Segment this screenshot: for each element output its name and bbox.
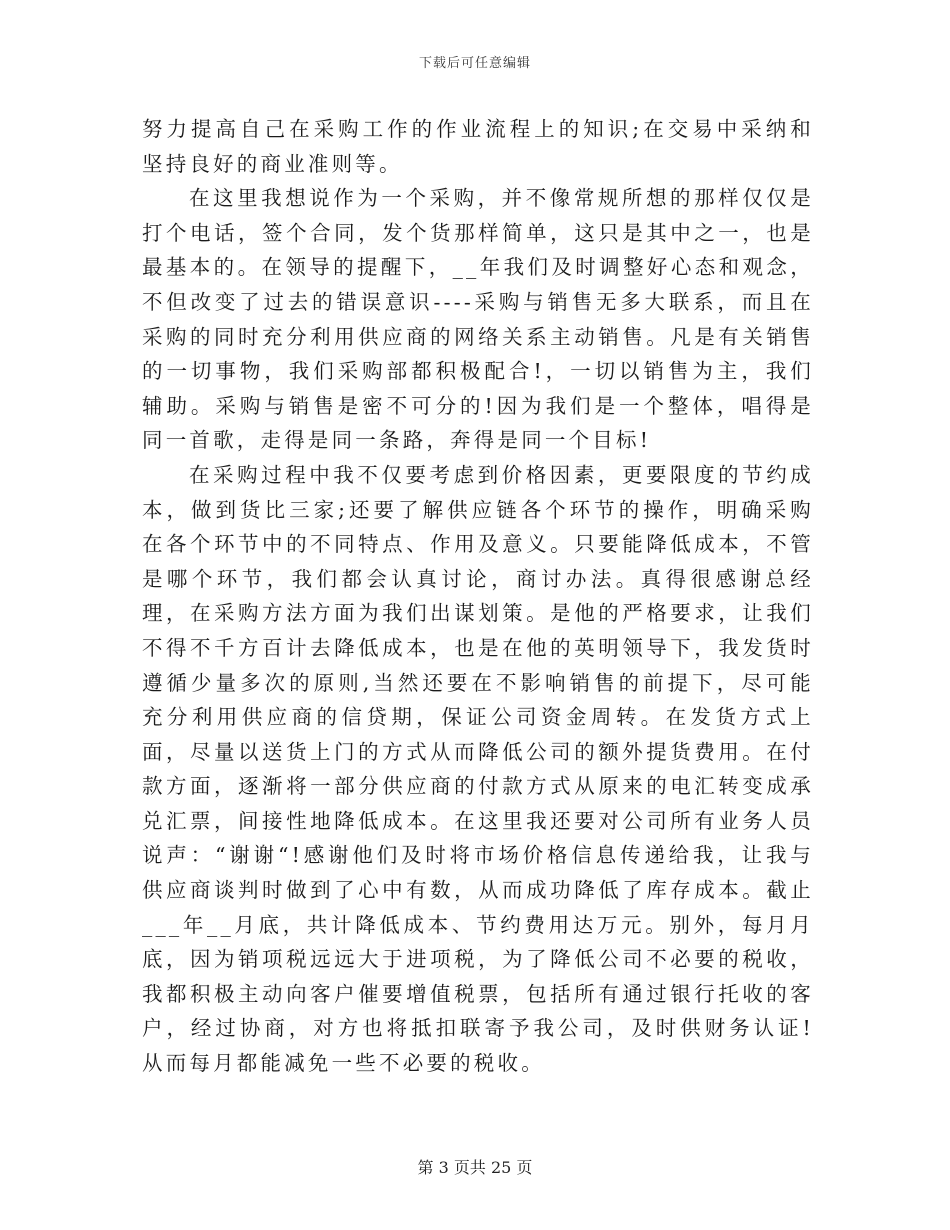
paragraph-1: 努力提高自己在采购工作的作业流程上的知识;在交易中采纳和坚持良好的商业准则等。 bbox=[142, 117, 814, 176]
paragraph-3: 在采购过程中我不仅要考虑到价格因素，更要限度的节约成本，做到货比三家;还要了解供应链各个环节的操作，明确采购在各个环节中的不同特点、作用及意义。只要能降低成本，不管是哪个环节，我们都会认真讨论，商讨办法。真得很感谢总经理，在采购方法方面为我们出谋划策。是他的严格要求，让我们不得不千方百计去降低成本，也是在他的英明领导下，我发货时遵循少量多次的原则,当然还要在不影响销售的前提下，尽可能充分利用供应商的信贷期，保证公司资金周转。在发货方式上面，尽量以送货上门的方式从而降低公司的额外提货费用。在付款方面，逐渐将一部分供应商的付款方式从原来的电汇转变成承兑汇票，间接性地降低成本。在这里我还要对公司所有业务人员说声：“谢谢“!感谢他们及时将市场价格信息传递给我，让我与供应商谈判时做到了心中有数，从而成功降低了库存成本。截止___年__月底，共计降低成本、节约费用达万元。别外，每月月底，因为销项税远远大于进项税，为了降低公司不必要的税收，我都积极主动向客户催要增值税票，包括所有通过银行托收的客户，经过协商，对方也将抵扣联寄予我公司，及时供财务认证!从而每月都能减免一些不必要的税收。 bbox=[142, 462, 814, 1076]
paragraph-2: 在这里我想说作为一个采购，并不像常规所想的那样仅仅是打个电话，签个合同，发个货那样简单，这只是其中之一，也是最基本的。在领导的提醒下，__年我们及时调整好心态和观念，不但改变了过去的错误意识----采购与销售无多大联系，而且在采购的同时充分利用供应商的网络关系主动销售。凡是有关销售的一切事物，我们采购部都积极配合!，一切以销售为主，我们辅助。采购与销售是密不可分的!因为我们是一个整体，唱得是同一首歌，走得是同一条路，奔得是同一个目标! bbox=[142, 186, 814, 453]
document-body bbox=[142, 112, 814, 1081]
page-number-footer: 第 3 页共 25 页 bbox=[417, 1158, 533, 1177]
page-header: 下载后可任意编辑 bbox=[418, 56, 531, 71]
